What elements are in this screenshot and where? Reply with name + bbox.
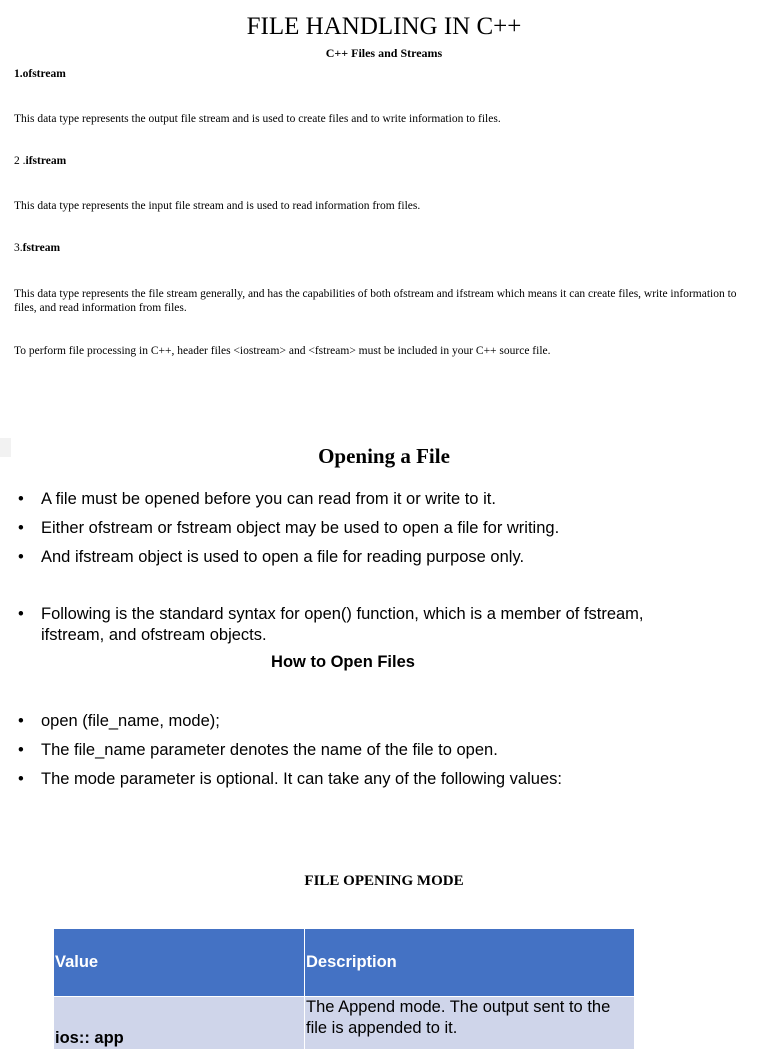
list-item <box>18 518 658 539</box>
page-title: FILE HANDLING IN C++ <box>246 13 522 40</box>
bullet-icon: • <box>18 490 24 508</box>
page-subtitle: C++ Files and Streams <box>325 46 443 60</box>
bullet-icon: • <box>18 712 24 730</box>
bullet-list-syntax <box>18 604 658 654</box>
bullet-icon: • <box>18 548 24 566</box>
bullet-icon: • <box>18 605 24 623</box>
file-opening-mode-table <box>53 928 635 1050</box>
header-files-note: To perform file processing in C++, header files <iostream> and <fstream> must be included in your C++ source file. <box>14 345 551 357</box>
list-item-text: The file_name parameter denotes the name of the file to open. <box>41 741 498 759</box>
list-item <box>18 547 658 568</box>
list-item-text: Following is the standard syntax for open() function, which is a member of fstream, ifstream, and ofstream objects. <box>41 605 644 644</box>
table-cell-description: The Append mode. The output sent to the file is appended to it. <box>305 997 635 1050</box>
bullet-icon: • <box>18 770 24 788</box>
stream-heading-ofstream <box>14 68 66 80</box>
subheading-how-to-open: How to Open Files <box>271 653 415 671</box>
stream-heading-fstream <box>14 242 60 254</box>
stream-name: ifstream <box>25 155 67 167</box>
list-item-text: And ifstream object is used to open a file for reading purpose only. <box>41 548 525 566</box>
stream-name: ofstream <box>22 68 66 80</box>
stream-number: 3. <box>14 242 23 254</box>
list-item <box>18 604 658 646</box>
section-title-opening: Opening a File <box>318 444 450 468</box>
bullet-icon: • <box>18 519 24 537</box>
list-item-text: open (file_name, mode); <box>41 712 220 730</box>
list-item <box>18 489 658 510</box>
stream-heading-ifstream <box>14 155 66 167</box>
column-header-description: Description <box>305 929 635 997</box>
bullet-icon: • <box>18 741 24 759</box>
table-row <box>54 997 635 1050</box>
bullet-list-open-params <box>18 711 658 798</box>
table-title-file-opening-mode: FILE OPENING MODE <box>304 873 464 889</box>
stream-description-ofstream: This data type represents the output file stream and is used to create files and to write information to files. <box>14 113 501 125</box>
stream-number: 2 . <box>14 155 26 167</box>
stream-description-ifstream: This data type represents the input file stream and is used to read information from files. <box>14 200 421 212</box>
list-item <box>18 740 658 761</box>
stream-number: 1. <box>14 68 23 80</box>
table-header-row <box>54 929 635 997</box>
list-item-text: Either ofstream or fstream object may be used to open a file for writing. <box>41 519 560 537</box>
list-item-text: A file must be opened before you can read from it or write to it. <box>41 490 496 508</box>
bullet-list-opening <box>18 489 658 576</box>
list-item-text: The mode parameter is optional. It can take any of the following values: <box>41 770 562 788</box>
stream-name: fstream <box>22 242 61 254</box>
list-item <box>18 711 658 732</box>
list-item <box>18 769 658 790</box>
table-cell-value: ios:: app <box>54 997 305 1050</box>
stream-description-fstream: This data type represents the file stream generally, and has the capabilities of both ofstream and ifstream which means it can create files, write information to files, and read information from files. <box>14 288 737 314</box>
column-header-value: Value <box>54 929 305 997</box>
